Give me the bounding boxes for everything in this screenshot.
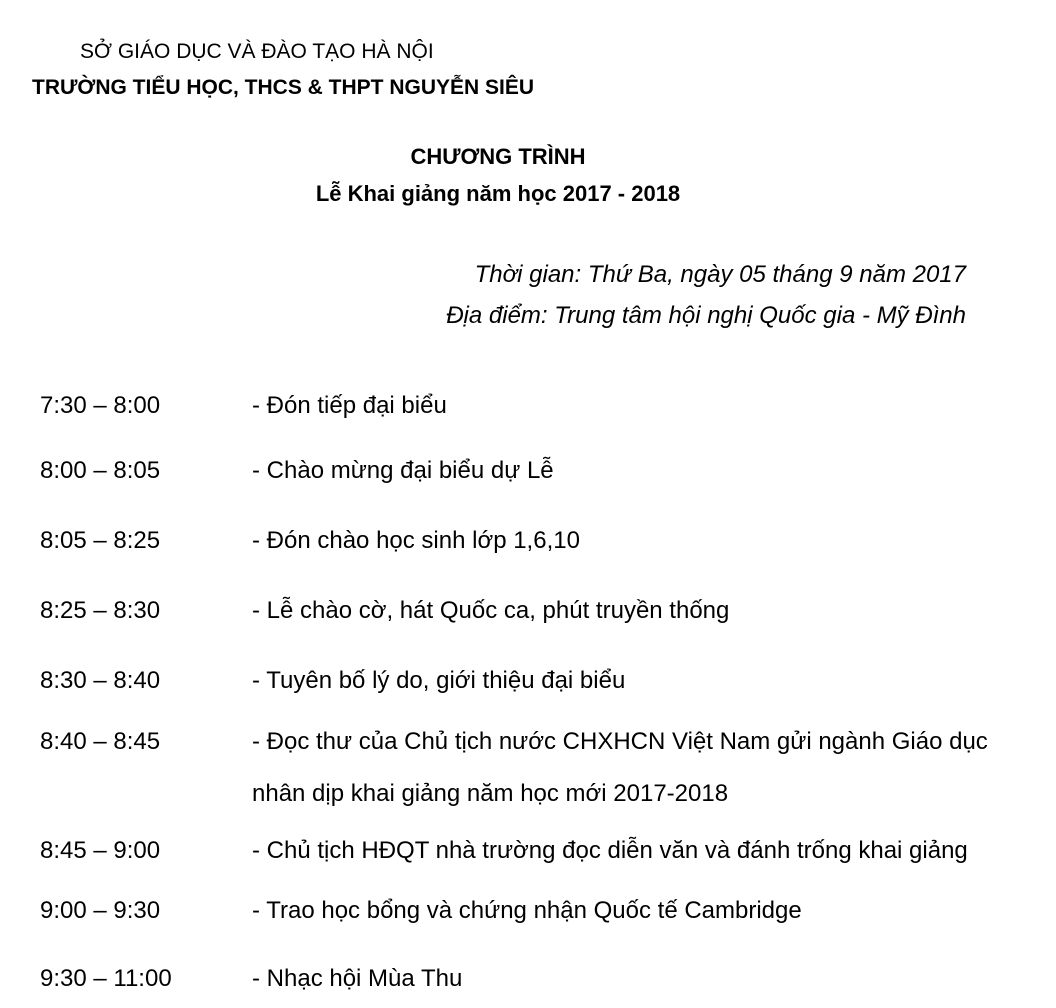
event-time: Thời gian: Thứ Ba, ngày 05 tháng 9 năm 2017 bbox=[474, 261, 966, 288]
schedule-time: 8:25 – 8:30 bbox=[40, 597, 161, 624]
schedule-time: 8:45 – 9:00 bbox=[40, 837, 161, 864]
schedule-activity: - Chào mừng đại biểu dự Lễ bbox=[252, 457, 554, 484]
schedule-time: 8:40 – 8:45 bbox=[40, 728, 161, 755]
schedule-activity: - Lễ chào cờ, hát Quốc ca, phút truyền thống bbox=[252, 597, 730, 624]
schedule-time: 8:30 – 8:40 bbox=[40, 667, 161, 694]
schedule-time: 9:30 – 11:00 bbox=[40, 965, 172, 992]
program-subtitle: Lễ Khai giảng năm học 2017 - 2018 bbox=[315, 181, 681, 206]
schedule-time: 7:30 – 8:00 bbox=[40, 392, 161, 419]
schedule-time: 8:05 – 8:25 bbox=[40, 527, 161, 554]
event-place: Địa điểm: Trung tâm hội nghị Quốc gia - Mỹ Đình bbox=[446, 302, 966, 329]
school-name: TRƯỜNG TIỂU HỌC, THCS & THPT NGUYỄN SIÊU bbox=[32, 76, 535, 99]
schedule-activity: - Đón chào học sinh lớp 1,6,10 bbox=[252, 527, 580, 554]
schedule-activity: - Đón tiếp đại biểu bbox=[252, 392, 447, 419]
program-title: CHƯƠNG TRÌNH bbox=[410, 144, 586, 169]
schedule-activity: - Tuyên bố lý do, giới thiệu đại biểu bbox=[252, 667, 626, 694]
schedule-activity: - Nhạc hội Mùa Thu bbox=[252, 965, 463, 992]
schedule-time: 9:00 – 9:30 bbox=[40, 897, 161, 924]
schedule-activity: - Đọc thư của Chủ tịch nước CHXHCN Việt Nam gửi ngành Giáo dục nhân dịp khai giảng năm học mới 2017-2018 bbox=[252, 728, 988, 807]
schedule-activity: - Trao học bổng và chứng nhận Quốc tế Cambridge bbox=[252, 897, 802, 924]
schedule-activity: - Chủ tịch HĐQT nhà trường đọc diễn văn và đánh trống khai giảng bbox=[252, 837, 968, 864]
department-name: SỞ GIÁO DỤC VÀ ĐÀO TẠO HÀ NỘI bbox=[80, 40, 434, 63]
schedule-time: 8:00 – 8:05 bbox=[40, 457, 161, 484]
